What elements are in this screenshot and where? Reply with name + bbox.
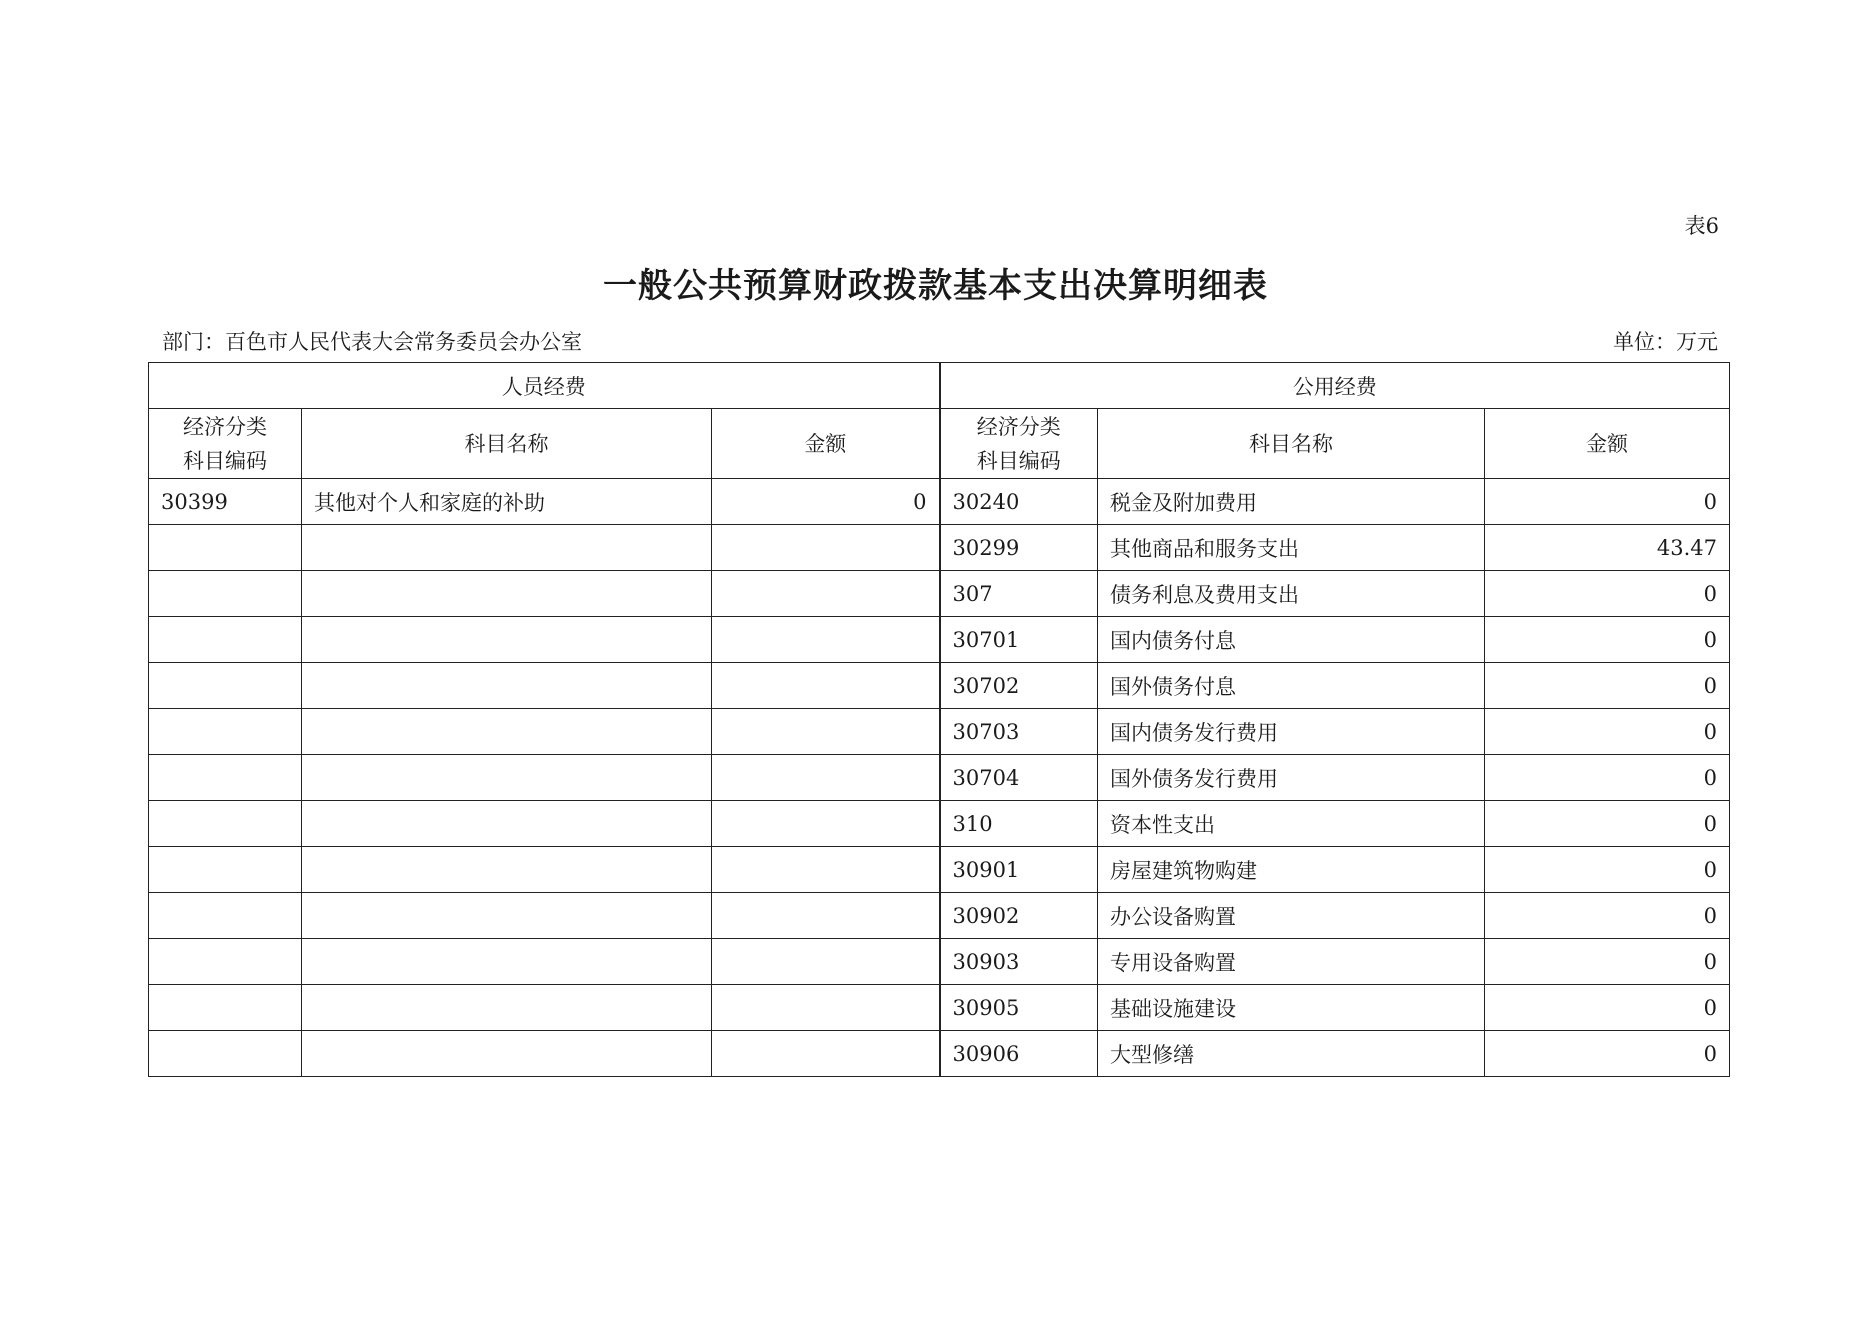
public-code-cell: 310: [940, 801, 1098, 847]
table-row: [149, 939, 1730, 985]
public-code-cell: 30905: [940, 985, 1098, 1031]
public-name-cell: 国外债务付息: [1098, 663, 1485, 709]
table-number: 表6: [1684, 214, 1719, 238]
personnel-code-cell: [149, 847, 302, 893]
personnel-code-cell: [149, 1031, 302, 1077]
public-name-cell: 大型修缮: [1098, 1031, 1485, 1077]
public-name-cell: 国外债务发行费用: [1098, 755, 1485, 801]
personnel-amount-cell: [712, 801, 940, 847]
public-name-cell: 办公设备购置: [1098, 893, 1485, 939]
public-code-cell: 30901: [940, 847, 1098, 893]
personnel-code-cell: [149, 801, 302, 847]
table-row: [149, 847, 1730, 893]
public-code-cell: 307: [940, 571, 1098, 617]
public-name-cell: 房屋建筑物购建: [1098, 847, 1485, 893]
personnel-code-cell: 30399: [149, 479, 302, 525]
table-row: [149, 801, 1730, 847]
personnel-code-cell: [149, 709, 302, 755]
col-header-amount: 金额: [712, 409, 940, 479]
personnel-amount-cell: [712, 663, 940, 709]
column-header-row: [149, 409, 1730, 479]
public-amount-cell: 0: [1485, 479, 1730, 525]
personnel-name-cell: [302, 525, 712, 571]
personnel-code-cell: [149, 893, 302, 939]
personnel-name-cell: [302, 985, 712, 1031]
public-name-cell: 国内债务付息: [1098, 617, 1485, 663]
col-header-code: [940, 409, 1098, 479]
personnel-amount-cell: [712, 985, 940, 1031]
page-title: 一般公共预算财政拨款基本支出决算明细表: [603, 266, 1268, 306]
public-amount-cell: 0: [1485, 801, 1730, 847]
col-header-code-line1: 经济分类: [183, 414, 267, 439]
personnel-name-cell: [302, 571, 712, 617]
group-public: 公用经费: [940, 363, 1730, 409]
public-code-cell: 30702: [940, 663, 1098, 709]
personnel-amount-cell: [712, 617, 940, 663]
public-amount-cell: 0: [1485, 1031, 1730, 1077]
public-code-cell: 30701: [940, 617, 1098, 663]
personnel-name-cell: [302, 663, 712, 709]
public-name-cell: 基础设施建设: [1098, 985, 1485, 1031]
personnel-name-cell: [302, 709, 712, 755]
personnel-code-cell: [149, 525, 302, 571]
public-name-cell: 资本性支出: [1098, 801, 1485, 847]
col-header-name: 科目名称: [302, 409, 712, 479]
public-amount-cell: 0: [1485, 847, 1730, 893]
group-personnel: 人员经费: [149, 363, 940, 409]
table-row: [149, 617, 1730, 663]
public-amount-cell: 0: [1485, 617, 1730, 663]
personnel-code-cell: [149, 617, 302, 663]
table-row: [149, 571, 1730, 617]
public-amount-cell: 0: [1485, 985, 1730, 1031]
personnel-name-cell: [302, 893, 712, 939]
table-row: [149, 893, 1730, 939]
personnel-code-cell: [149, 663, 302, 709]
table-row: [149, 709, 1730, 755]
public-amount-cell: 0: [1485, 755, 1730, 801]
table-row: [149, 663, 1730, 709]
table-row: [149, 985, 1730, 1031]
unit-label: 单位：万元: [1613, 330, 1718, 354]
personnel-name-cell: [302, 939, 712, 985]
col-header-name: 科目名称: [1098, 409, 1485, 479]
meta-row: [162, 326, 1718, 356]
public-amount-cell: 0: [1485, 663, 1730, 709]
personnel-name-cell: 其他对个人和家庭的补助: [302, 479, 712, 525]
table-row: [149, 479, 1730, 525]
public-name-cell: 税金及附加费用: [1098, 479, 1485, 525]
department-label: 部门：百色市人民代表大会常务委员会办公室: [162, 330, 582, 354]
col-header-code-line2: 科目编码: [183, 448, 267, 473]
col-header-code-line1: 经济分类: [976, 414, 1061, 439]
public-code-cell: 30703: [940, 709, 1098, 755]
personnel-amount-cell: [712, 525, 940, 571]
public-code-cell: 30906: [940, 1031, 1098, 1077]
personnel-amount-cell: [712, 939, 940, 985]
personnel-code-cell: [149, 755, 302, 801]
personnel-code-cell: [149, 939, 302, 985]
personnel-amount-cell: [712, 893, 940, 939]
public-amount-cell: 43.47: [1485, 525, 1730, 571]
personnel-amount-cell: [712, 1031, 940, 1077]
public-amount-cell: 0: [1485, 709, 1730, 755]
public-amount-cell: 0: [1485, 893, 1730, 939]
col-header-code: [149, 409, 302, 479]
public-name-cell: 债务利息及费用支出: [1098, 571, 1485, 617]
public-code-cell: 30704: [940, 755, 1098, 801]
table-body: [149, 363, 1730, 1077]
personnel-amount-cell: 0: [712, 479, 940, 525]
personnel-name-cell: [302, 847, 712, 893]
personnel-amount-cell: [712, 709, 940, 755]
personnel-name-cell: [302, 801, 712, 847]
public-name-cell: 专用设备购置: [1098, 939, 1485, 985]
public-name-cell: 国内债务发行费用: [1098, 709, 1485, 755]
public-code-cell: 30902: [940, 893, 1098, 939]
personnel-name-cell: [302, 1031, 712, 1077]
personnel-code-cell: [149, 985, 302, 1031]
personnel-code-cell: [149, 571, 302, 617]
public-amount-cell: 0: [1485, 939, 1730, 985]
expenditure-table: [148, 362, 1730, 1077]
personnel-amount-cell: [712, 847, 940, 893]
public-code-cell: 30240: [940, 479, 1098, 525]
group-header-row: [149, 363, 1730, 409]
col-header-code-line2: 科目编码: [976, 448, 1061, 473]
table-row: [149, 755, 1730, 801]
table-row: [149, 525, 1730, 571]
personnel-amount-cell: [712, 571, 940, 617]
public-name-cell: 其他商品和服务支出: [1098, 525, 1485, 571]
col-header-amount: 金额: [1485, 409, 1730, 479]
public-code-cell: 30903: [940, 939, 1098, 985]
personnel-name-cell: [302, 617, 712, 663]
public-amount-cell: 0: [1485, 571, 1730, 617]
personnel-name-cell: [302, 755, 712, 801]
personnel-amount-cell: [712, 755, 940, 801]
public-code-cell: 30299: [940, 525, 1098, 571]
table-row: [149, 1031, 1730, 1077]
